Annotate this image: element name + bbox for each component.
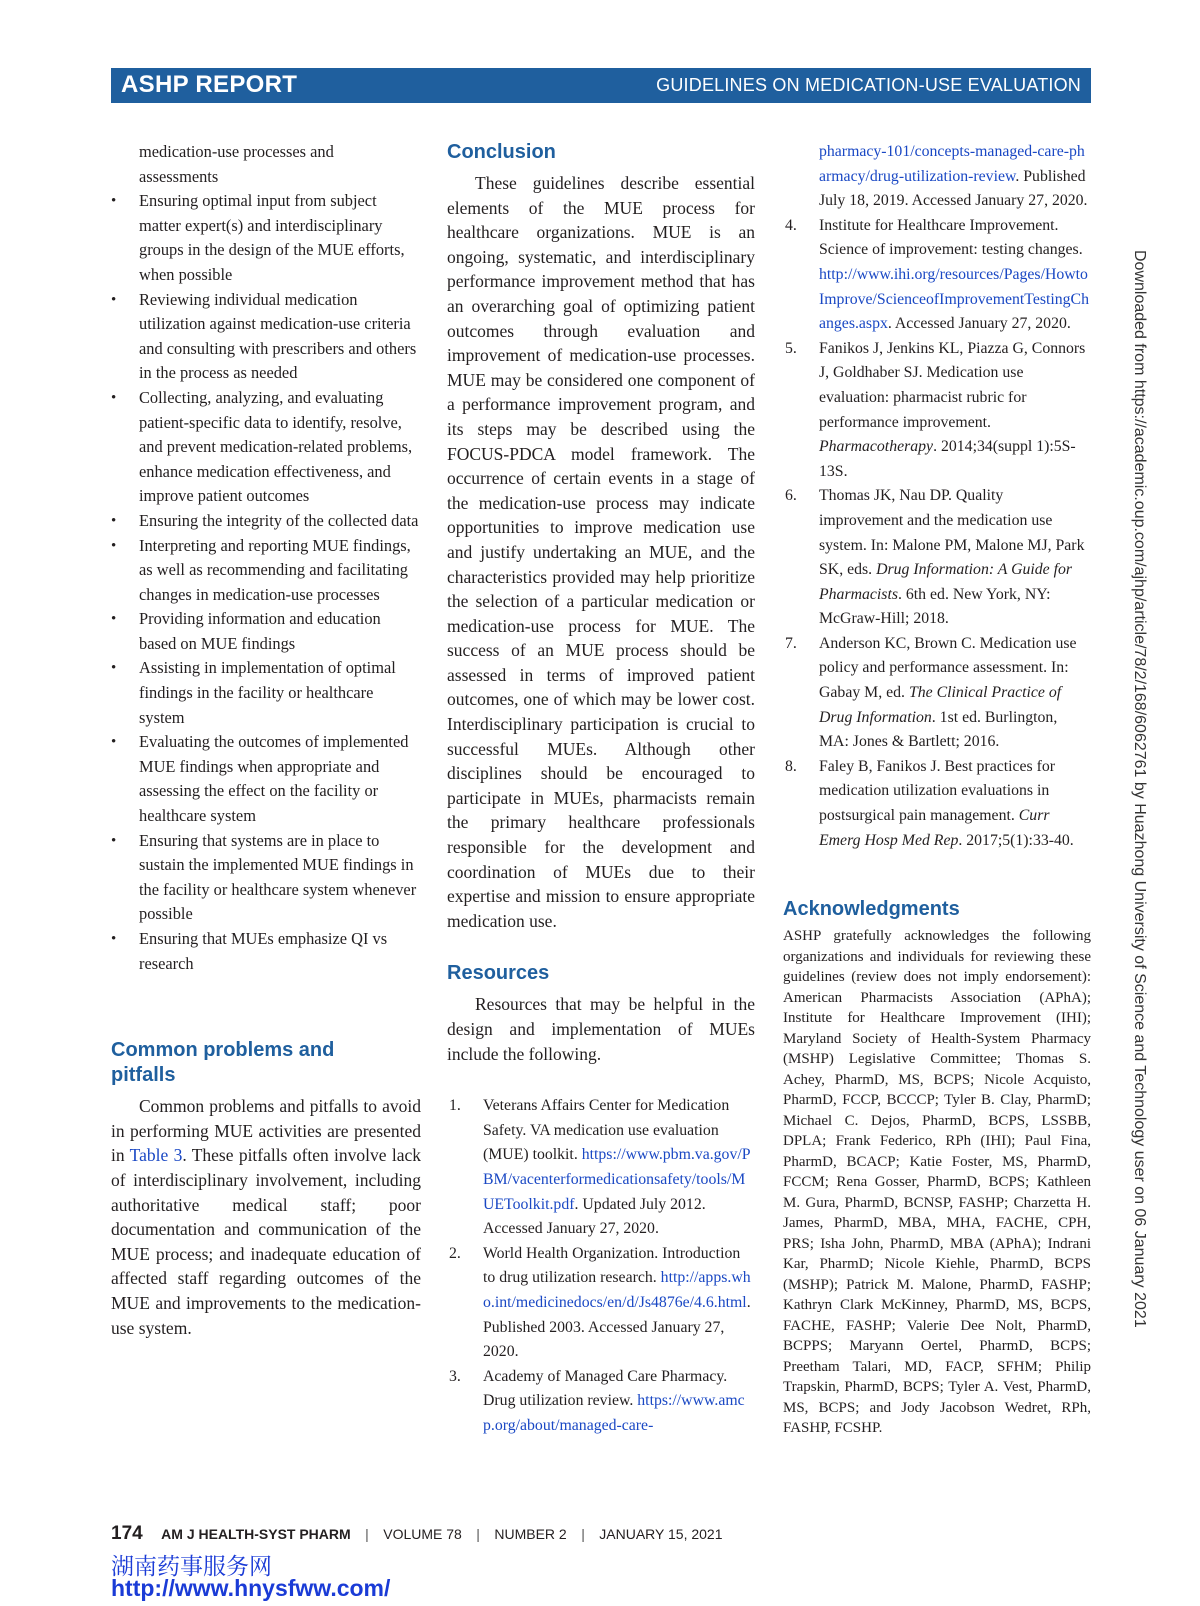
pitfalls-heading: Common problems and pitfalls <box>111 1039 335 1087</box>
responsibility-list <box>111 189 421 976</box>
separator: | <box>476 1526 480 1542</box>
watermark-site-name: 湖南药事服务网 <box>111 1554 272 1580</box>
reference-item: 1. Veterans Affairs Center for Medication Safety. VA medication use evaluation (MUE) toolkit. https://www.pbm.va.gov/PBM/vacenterformedicationsafety/tools/MUEToolkit.pdf. Updated July 2012. Accessed January 27, 2020. <box>449 1097 751 1238</box>
reference-item: 3. Academy of Managed Care Pharmacy. Drug utilization review. https://www.amcp.org/about/managed-care- <box>449 1367 745 1434</box>
list-item: • Reviewing individual medication utilization against medication-use criteria and consulting with prescribers and others in the process as needed <box>111 288 421 386</box>
reference-item: 2. World Health Organization. Introduction to drug utilization research. http://apps.who.int/medicinedocs/en/d/Js4876e/4.6.html. Published 2003. Accessed January 27, 2020. <box>449 1244 751 1361</box>
reference-item: 7. Anderson KC, Brown C. Medication use policy and performance assessment. In: Gabay M, ed. The Clinical Practice of Drug Information. 1st ed. Burlington, MA: Jones & Bartlett; 2016. <box>785 634 1077 751</box>
list-item: • Collecting, analyzing, and evaluating patient-specific data to identify, resolve, and prevent medication-related problems, enhance medication effectiveness, and improve patient outcomes <box>111 386 421 509</box>
reference-link[interactable]: http://apps.who.int/medicinedocs/en/d/Js4876e/4.6.html <box>483 1269 751 1311</box>
list-item: • Ensuring that MUEs emphasize QI vs research <box>111 927 421 976</box>
list-item: • Providing information and education based on MUE findings <box>111 607 421 656</box>
reference-link[interactable]: https://www.amcp.org/about/managed-care- <box>483 1392 745 1434</box>
conclusion-paragraph: These guidelines describe essential elements of the MUE process for healthcare organizations. MUE is an ongoing, systematic, and interdisciplinary performance improvement method that has an overarching goal of optimizing patient outcomes through evaluation and improvement of medication-use processes. MUE may be considered one component of a performance improvement program, and its steps may be described using the FOCUS-PDCA model framework. The occurrence of certain events in a stage of the medication-use process may indicate opportunities to improve medication use and justify undertaking an MUE, and the characteristics provided may help prioritize the selection of a particular medication or medication-use process for MUE. The success of an MUE process should be assessed in terms of improved patient outcomes, one of which may be lower cost. Interdisciplinary participation is crucial to successful MUEs. Although other disciplines should be encouraged to participate in MUEs, pharmacists remain the primary healthcare professionals responsible for the development and coordination of MUEs due to their expertise and mission to ensure appropriate medication use. <box>447 173 755 931</box>
section-label: ASHP REPORT <box>121 71 298 98</box>
list-item: • Ensuring the integrity of the collected data <box>111 509 421 534</box>
list-item: • Evaluating the outcomes of implemented MUE findings when appropriate and assessing the effect on the facility or healthcare system <box>111 730 421 828</box>
column-2 <box>447 140 755 1439</box>
column-3 <box>783 140 1091 1439</box>
acknowledgments-paragraph: ASHP gratefully acknowledges the following organizations and individuals for reviewing these guidelines (review does not imply endorsement): American Pharmacists Association (APhA); Institute for Healthcare Improvement (IHI); Maryland Society of Health-System Pharmacy (MSHP) Legislative Committee; Thomas S. Achey, PharmD, MS, BCPS; Nicole Acquisto, PharmD, FCCP, BCCCP; Tyler B. Clay, PharmD; Michael C. Dejos, PharmD, BCPS, LSSBB, DPLA; Frank Federico, RPh (IHI); Paul Fina, PharmD, BCACP; Katie Foster, MS, PharmD, FCCM; Rena Gosser, PharmD, BCPS; Kathleen M. Gura, PharmD, BCNSP, FASHP; Charzetta H. James, PharmD, MBA, MHA, FACHE, CPH, PRS; Isha John, PharmD, MBA (APhA); Indrani Kar, PharmD; Nicole Kiehle, PharmD, BCPS (MSHP); Patrick M. Malone, PharmD, FASHP; Kathryn Clark McKinney, PharmD, MS, BCPS, FACHE, FASHP; Valerie Dee Nolt, PharmD, BCPPS; Maryann Oertel, PharmD, BCPS; Preetham Talari, MD, FACP, SFHM; Philip Trapskin, PharmD, BCPS; Tyler A. Vest, PharmD, MS, BCPS; and Jody Jacobson Wedret, RPh, FASHP, FCSHP. <box>783 928 1091 1437</box>
page-footer <box>111 1523 723 1545</box>
volume: VOLUME 78 <box>383 1526 462 1542</box>
reference-item: 6. Thomas JK, Nau DP. Quality improvement and the medication use system. In: Malone PM, Malone MJ, Park SK, eds. Drug Information: A Guide for Pharmacists. 6th ed. New York, NY: McGraw-Hill; 2018. <box>785 487 1085 628</box>
page-number: 174 <box>111 1523 143 1544</box>
header-bar <box>111 68 1091 103</box>
issue-date: JANUARY 15, 2021 <box>599 1526 723 1542</box>
journal-name: AM J HEALTH-SYST PHARM <box>161 1526 351 1542</box>
separator: | <box>581 1526 585 1542</box>
watermark-url[interactable]: http://www.hnysfww.com/ <box>111 1575 391 1601</box>
reference-link[interactable]: http://www.ihi.org/resources/Pages/HowtoImprove/ScienceofImprovementTestingChanges.aspx <box>819 265 1089 333</box>
reference-item: 8. Faley B, Fanikos J. Best practices for medication utilization evaluations in postsurgical pain management. Curr Emerg Hosp Med Rep. 2017;5(1):33-40. <box>785 757 1074 849</box>
list-item: • Ensuring optimal input from subject matter expert(s) and interdisciplinary groups in the design of the MUE efforts, when possible <box>111 189 421 287</box>
reference-continuation: pharmacy-101/concepts-managed-care-pharmacy/drug-utilization-review. Published July 18, 2019. Accessed January 27, 2020. <box>819 143 1088 210</box>
resources-paragraph: Resources that may be helpful in the design and implementation of MUEs include the following. <box>447 994 755 1064</box>
list-item: • Interpreting and reporting MUE findings, as well as recommending and facilitating changes in medication-use processes <box>111 534 421 608</box>
separator: | <box>365 1526 369 1542</box>
list-item: • Ensuring that systems are in place to sustain the implemented MUE findings in the facility or healthcare system whenever possible <box>111 829 421 927</box>
acknowledgments-heading: Acknowledgments <box>783 898 960 921</box>
list-item: • Assisting in implementation of optimal findings in the facility or healthcare system <box>111 656 421 730</box>
reference-list <box>783 214 1091 853</box>
bullet-continuation: medication-use processes and assessments <box>139 142 334 186</box>
reference-item: 5. Fanikos J, Jenkins KL, Piazza G, Connors J, Goldhaber SJ. Medication use evaluation: pharmacist rubric for performance improvement. Pharmacotherapy. 2014;34(suppl 1):5S-13S. <box>785 339 1086 480</box>
issue-number: NUMBER 2 <box>494 1526 567 1542</box>
reference-link[interactable]: https://www.pbm.va.gov/PBM/vacenterformedicationsafety/tools/MUEToolkit.pdf <box>483 1146 751 1213</box>
column-1 <box>111 140 421 1340</box>
pitfalls-paragraph: Common problems and pitfalls to avoid in performing MUE activities are presented in Table 3. These pitfalls often involve lack of interdisciplinary involvement, including authoritative medical staff; poor documentation and communication of the MUE process; and inadequate education of affected staff regarding outcomes of the MUE and improvements to the medication-use system. <box>111 1096 421 1338</box>
reference-link[interactable]: pharmacy-101/concepts-managed-care-pharmacy/drug-utilization-review <box>819 143 1085 185</box>
download-notice: Downloaded from https://academic.oup.com/ajhp/article/78/2/168/6062761 by Huazhong University of Science and Technology user on 06 January 2021 <box>1131 250 1148 1328</box>
table-3-link[interactable]: Table 3 <box>129 1145 183 1166</box>
reference-list <box>447 1094 755 1438</box>
conclusion-heading: Conclusion <box>447 141 556 163</box>
reference-item: 4. Institute for Healthcare Improvement. Science of improvement: testing changes. http://www.ihi.org/resources/Pages/HowtoImprove/ScienceofImprovementTestingChanges.aspx. Accessed January 27, 2020. <box>785 216 1089 333</box>
running-title: GUIDELINES ON MEDICATION-USE EVALUATION <box>656 75 1081 95</box>
resources-heading: Resources <box>447 962 550 985</box>
